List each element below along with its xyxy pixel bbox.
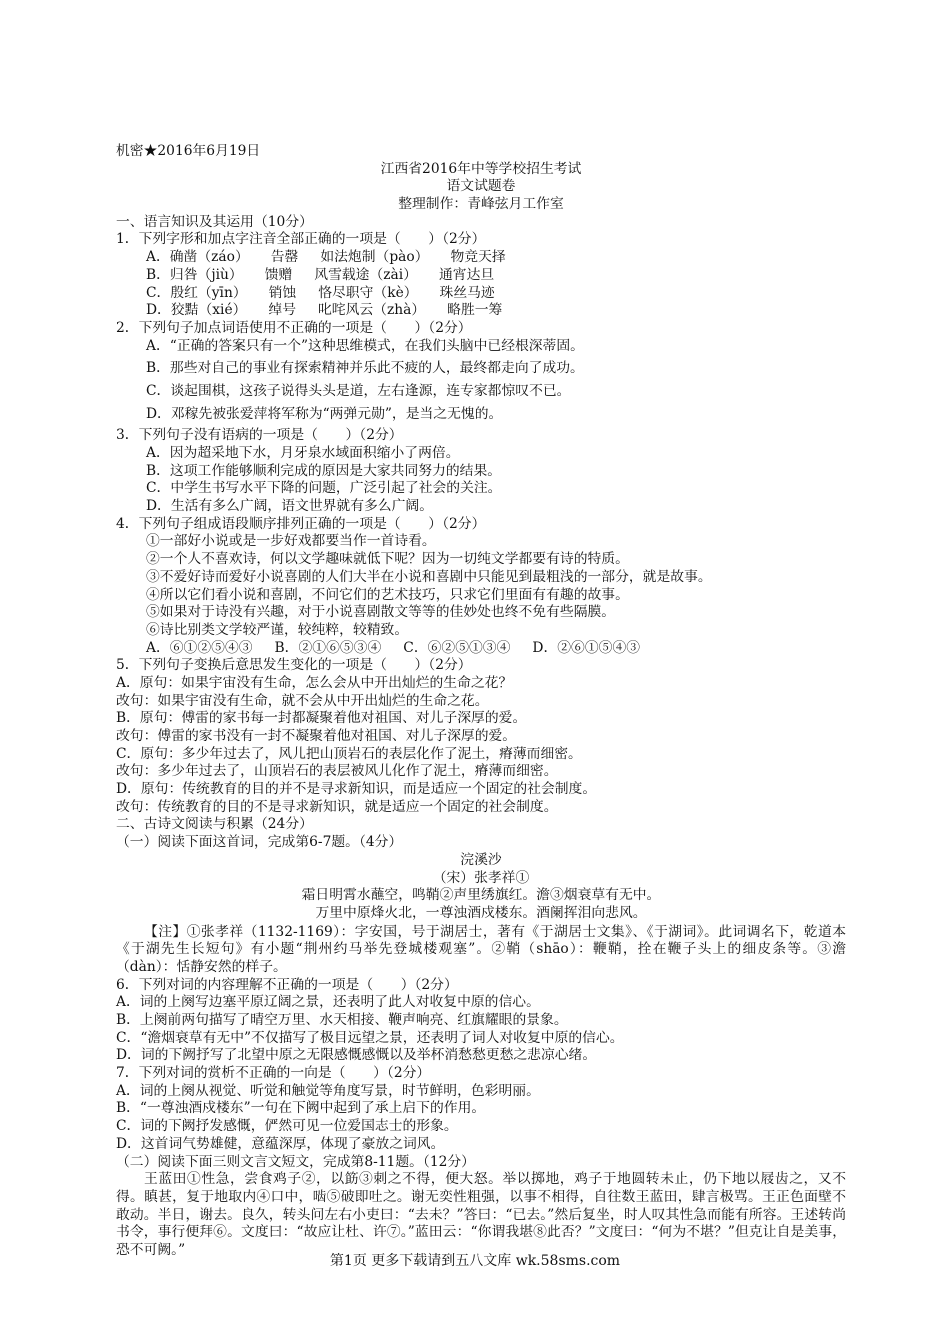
- q6-option-d: D．词的下阙抒写了北望中原之无限感慨感慨以及举杯消愁愁更愁之悲凉心绪。: [116, 1047, 597, 1064]
- poem-note: 【注】①张孝祥（1132-1169）：字安国，号于湖居士，著有《于湖居士文集》、《于湖词》。此词调名下，乾道本《于湖先生长短句》有小题“荆州约马举先登城楼观塞”。②鞘（shāo）：鞭鞘，拴在鞭子头上的细皮条等。③澹（dàn）：恬静安然的样子。: [116, 923, 846, 975]
- q5-line: B．原句：傅雷的家书每一封都凝聚着他对祖国、对儿子深厚的爱。: [116, 710, 527, 727]
- q1-option-d: D．狡黠（xié） 绰号 叱咤风云（zhà） 略胜一筹: [146, 302, 503, 319]
- page-footer: 第1页 更多下载请到五八文库 wk.58sms.com: [329, 1253, 621, 1269]
- q4-sentence-2: ②一个人不喜欢诗，何以文学趣味就低下呢？因为一切纯文学都要有诗的特质。: [146, 551, 629, 568]
- q5-line: 改句：如果宇宙没有生命，就不会从中开出灿烂的生命之花。: [116, 692, 489, 709]
- q4-sentence-4: ④所以它们看小说和喜剧，不问它们的艺术技巧，只求它们里面有有趣的故事。: [146, 586, 629, 603]
- q4-sentence-5: ⑤如果对于诗没有兴趣，对于小说喜剧散文等等的佳妙处也终不免有些隔膜。: [146, 604, 616, 621]
- q4-sentence-6: ⑥诗比别类文学较严谨，较纯粹，较精致。: [146, 621, 409, 638]
- q5-line: 改句：多少年过去了，山顶岩石的表层被风儿化作了泥土，瘠薄而细密。: [116, 763, 558, 780]
- q5-line: C．原句：多少年过去了，风儿把山顶岩石的表层化作了泥土，瘠薄而细密。: [116, 745, 582, 762]
- section1-heading: 一、语言知识及其运用（10分）: [116, 213, 313, 230]
- q5-line: A．原句：如果宇宙没有生命，怎么会从中开出灿烂的生命之花？: [116, 674, 513, 691]
- q5-line: D．原句：传统教育的目的并不是寻求新知识，而是适应一个固定的社会制度。: [116, 781, 597, 798]
- q4-stem: 4．下列句子组成语段顺序排列正确的一项是（ ）（2分）: [116, 515, 486, 532]
- poem-author: （宋）张孝祥①: [432, 869, 530, 886]
- q3-option-b: B．这项工作能够顺利完成的原因是大家共同努力的结果。: [146, 462, 502, 479]
- q7-option-b: B．“一尊浊酒戍楼东”一句在下阙中起到了承上启下的作用。: [116, 1100, 486, 1117]
- exam-title: 江西省2016年中等学校招生考试: [380, 160, 582, 177]
- q5-line: 改句：傅雷的家书没有一封不凝聚着他对祖国、对儿子深厚的爱。: [116, 728, 517, 744]
- q2-option-c: C．谈起围棋，这孩子说得头头是道，左右逢源，连专家都惊叹不已。: [146, 382, 571, 399]
- producer-line: 整理制作：青峰弦月工作室: [398, 196, 564, 213]
- q6-option-b: B．上阕前两句描写了晴空万里、水天相接、鞭声响亮、红旗耀眼的景象。: [116, 1012, 568, 1029]
- q1-option-b: B．归咎（jiù） 馈赠 风雪载途（zài） 通宵达旦: [146, 266, 495, 283]
- q6-option-c: C．“澹烟衰草有无中”不仅描写了极目远望之景，还表明了词人对收复中原的信心。: [116, 1029, 624, 1046]
- q2-option-b: B．那些对自己的事业有探索精神并乐此不疲的人，最终都走向了成功。: [146, 360, 584, 377]
- part2-heading: （二）阅读下面三则文言文短文，完成第8-11题。（12分）: [116, 1153, 475, 1170]
- secret-date-line: 机密★2016年6月19日: [116, 143, 261, 159]
- q3-stem: 3．下列句子没有语病的一项是（ ）（2分）: [116, 427, 403, 444]
- q5-stem: 5．下列句子变换后意思发生变化的一项是（ ）（2分）: [116, 657, 472, 674]
- exam-subtitle: 语文试题卷: [446, 178, 516, 195]
- q5-line: 改句：传统教育的目的不是寻求新知识，就是适应一个固定的社会制度。: [116, 798, 558, 815]
- q6-stem: 6．下列对词的内容理解不正确的一项是（ ）（2分）: [116, 976, 458, 993]
- q2-option-d: D．邓稼先被张爱萍将军称为“两弹元勋”，是当之无愧的。: [146, 405, 503, 422]
- q3-option-a: A．因为超采地下水，月牙泉水域面积缩小了两倍。: [146, 445, 460, 461]
- q4-sentence-1: ①一部好小说或是一步好戏都要当作一首诗看。: [146, 533, 436, 550]
- part1-heading: （一）阅读下面这首词，完成第6-7题。（4分）: [116, 834, 403, 851]
- q1-stem: 1．下列字形和加点字注音全部正确的一项是（ ）（2分）: [116, 231, 486, 248]
- q4-sentence-3: ③不爱好诗而爱好小说喜剧的人们大半在小说和喜剧中只能见到最粗浅的一部分，就是故事。: [146, 568, 712, 585]
- q1-option-a: A．确凿（záo） 告罄 如法炮制（pào） 物竞天择: [146, 249, 506, 266]
- q7-option-a: A．词的上阕从视觉、听觉和触觉等角度写景，时节鲜明，色彩明丽。: [116, 1082, 540, 1099]
- q6-option-a: A．词的上阕写边塞平原辽阔之景，还表明了此人对收复中原的信心。: [116, 994, 540, 1011]
- section2-heading: 二、古诗文阅读与积累（24分）: [116, 816, 313, 833]
- poem-line: 霜日明霄水蘸空，鸣鞘②声里绣旗红。澹③烟衰草有无中。: [301, 887, 661, 904]
- poem-title: 浣溪沙: [460, 851, 502, 868]
- q4-options: A．⑥①②⑤④③ B．②①⑥⑤③④ C．⑥②⑤①③④ D．②⑥①⑤④③: [146, 639, 641, 656]
- classical-passage: 王蓝田①性急，尝食鸡子②，以筯③刺之不得，便大怒。举以掷地，鸡子于地圆转未止，仍下地以屐齿之，又不得。瞋甚，复于地取内④口中，啮⑤破即吐之。谢无奕性粗强，以事不相得，自往数王蓝田，肆言极骂。王正色面壁不敢动。半日，谢去。良久，转头问左右小吏曰：“去未？”答曰：“已去。”然后复坐，时人叹其性急而能有所容。王述转尚书令，事行便拜⑥。文度曰：“故应让杜、许⑦。”蓝田云：“你谓我堪⑧此否？”文度曰：“何为不堪？”但克让自是美事，恐不可阙。”: [116, 1171, 846, 1259]
- q2-stem: 2．下列句子加点词语使用不正确的一项是（ ）（2分）: [116, 319, 472, 336]
- exam-content: [116, 143, 846, 1260]
- q3-option-c: C．中学生书写水平下降的问题，广泛引起了社会的关注。: [146, 480, 502, 497]
- q7-stem: 7．下列对词的赏析不正确的一向是（ ）（2分）: [116, 1065, 431, 1082]
- q2-option-a: A．“正确的答案只有一个”这种思维模式，在我们头脑中已经根深蒂固。: [146, 337, 584, 354]
- q7-option-d: D．这首词气势雄健，意蕴深厚，体现了豪放之词风。: [116, 1135, 445, 1152]
- q7-option-c: C．词的下阙抒发感慨，俨然可见一位爱国志士的形象。: [116, 1118, 458, 1135]
- q1-option-c: C．殷红（yīn） 销蚀 恪尽职守（kè） 珠丝马迹: [146, 284, 495, 301]
- q3-option-d: D．生活有多么广阔，语文世界就有多么广阔。: [146, 498, 433, 515]
- poem-line: 万里中原烽火北，一尊浊酒戍楼东。酒阑挥泪向悲风。: [315, 904, 647, 921]
